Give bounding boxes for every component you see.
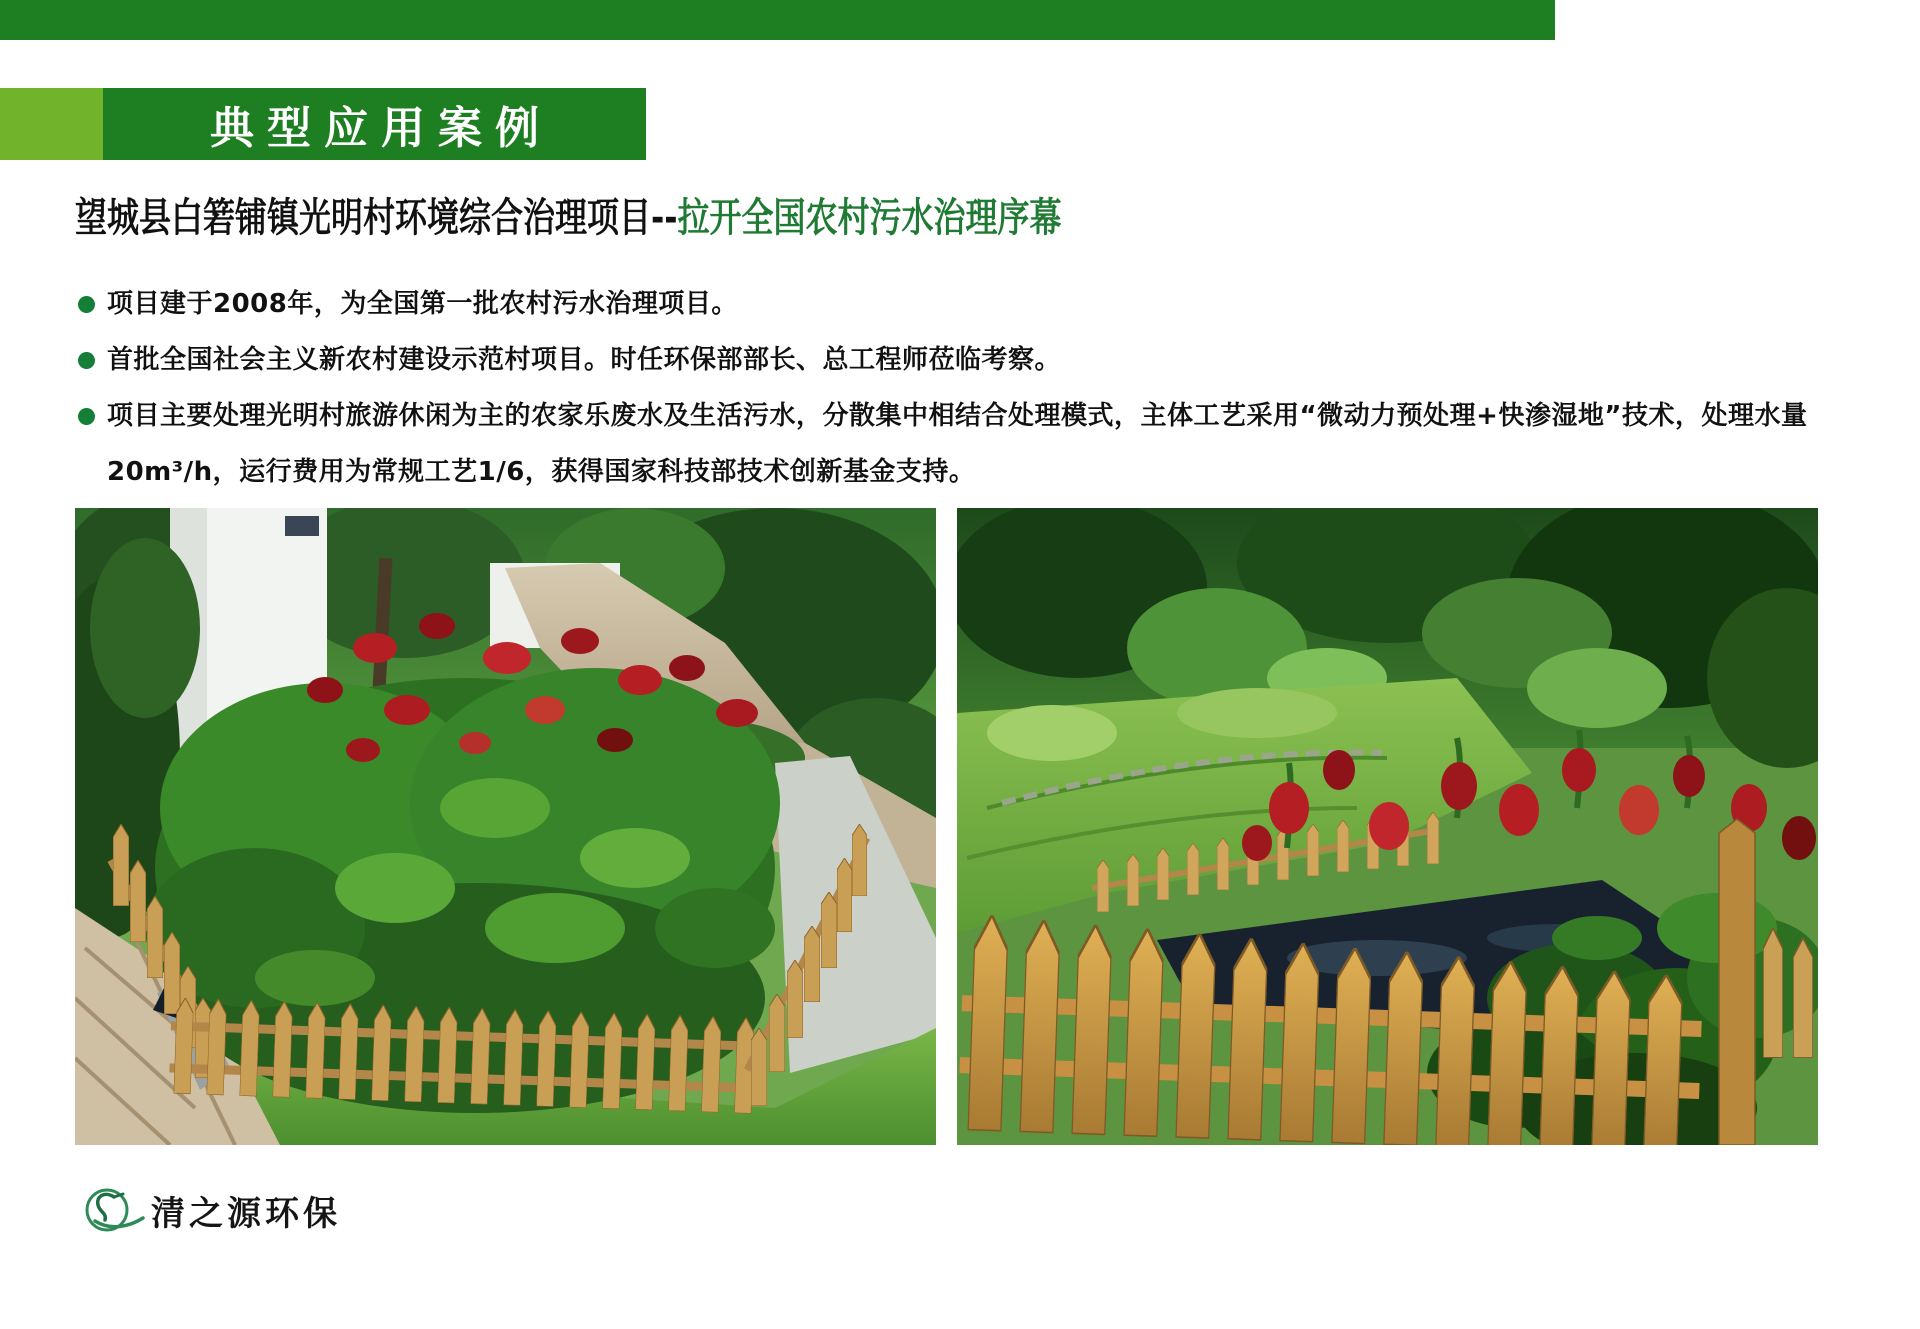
page-title-black: 望城县白箬铺镇光明村环境综合治理项目-- bbox=[75, 195, 678, 241]
banner-title-box bbox=[103, 88, 646, 160]
bullet-dot-icon bbox=[78, 296, 95, 313]
page-title-green: 拉开全国农村污水治理序幕 bbox=[677, 195, 1062, 241]
bullet-text: 项目主要处理光明村旅游休闲为主的农家乐废水及生活污水，分散集中相结合处理模式，主体工艺采用“微动力预处理+快渗湿地”技术，处理水量20m³/h，运行费用为常规工艺1/6，获得国家科技部技术创新基金支持。 bbox=[107, 401, 1808, 487]
bullet-list bbox=[78, 276, 1858, 500]
bullet-dot-icon bbox=[78, 352, 95, 369]
photo-constructed-wetland-left bbox=[75, 508, 936, 1145]
bullet-text: 首批全国社会主义新农村建设示范村项目。时任环保部部长、总工程师莅临考察。 bbox=[107, 345, 1062, 375]
bullet-dot-icon bbox=[78, 408, 95, 425]
bullet-item bbox=[78, 332, 1858, 388]
photo-right-graphic bbox=[957, 508, 1818, 1145]
company-logo-text: 清之源环保 bbox=[151, 1193, 341, 1234]
photo-constructed-wetland-right bbox=[957, 508, 1818, 1145]
page-title bbox=[75, 196, 1062, 240]
bullet-item bbox=[78, 276, 1858, 332]
bullet-item bbox=[78, 388, 1858, 500]
banner-title: 典型应用案例 bbox=[210, 103, 552, 154]
photo-left-graphic bbox=[75, 508, 936, 1145]
crane-in-circle-icon bbox=[83, 1185, 145, 1235]
company-logo bbox=[83, 1185, 341, 1235]
top-green-bar bbox=[0, 0, 1555, 40]
banner-accent-block bbox=[0, 88, 103, 160]
bullet-text: 项目建于2008年，为全国第一批农村污水治理项目。 bbox=[107, 289, 738, 319]
